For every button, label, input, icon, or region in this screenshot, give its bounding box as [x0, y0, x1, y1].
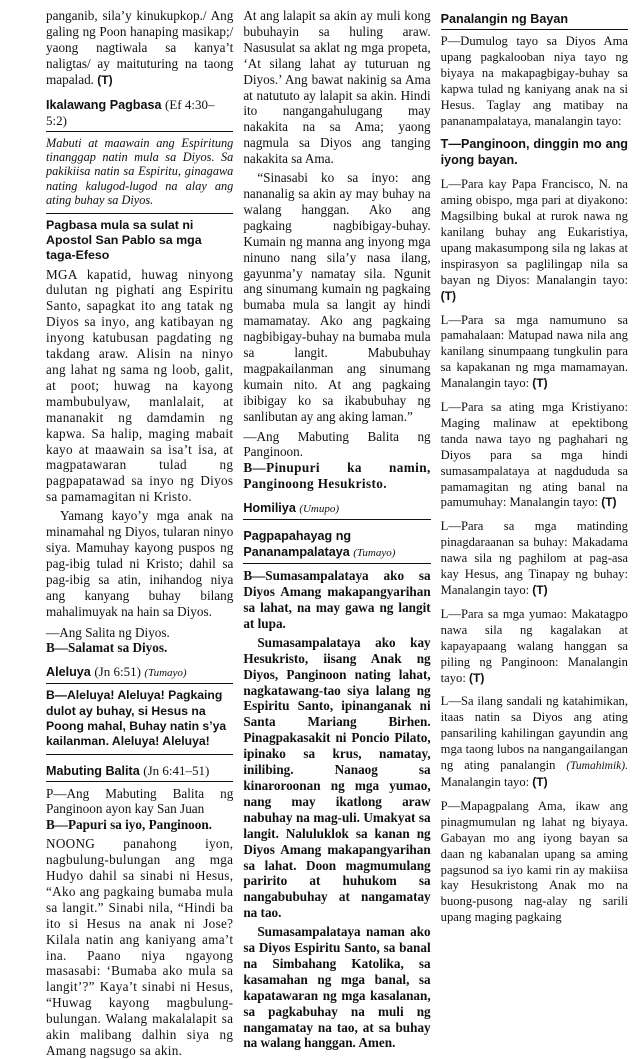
letter-heading: Pagbasa mula sa sulat ni Apostol San Pablo sa mga taga-Efeso — [46, 217, 202, 262]
prayer-response: T—Panginoon, dinggin mo ang iyong bayan. — [440, 137, 628, 168]
gospel-response: B—Papuri sa iyo, Panginoon. — [46, 817, 212, 833]
reading-theme: Mabuti at maawain ang Espiritung tinanggap natin mula sa Diyos. Sa pakikiisa natin sa Espiritu, ginagawa nating kalugod-lugod na alay ang ating buhay sa Diyos. — [46, 135, 234, 208]
alleluia-heading: Aleluya (Jn 6:51) (Tumayo) — [46, 661, 233, 684]
creed-heading: Pagpapahayag ng Pananampalataya (Tumayo) — [243, 525, 430, 564]
gospel-text: NOONG panahong iyon, nagbulung-bulungan ang mga Hudyo dahil sa sinabi ni Hesus, “Ako ang pagkaing bumaba mula sa langit.” Sinabi nila, “Hindi ba ito si Hesus na anak ni Jose? Kilala natin ang kaniyang ama’t ina. Paano niya ngayong masasabi: ‘Bumaba ako mula sa langit’?” Kaya’t sinabi ni Hesus, “Huwag kayong magbulung-bulungan. Walang makalalapit sa akin malibang dalhin siya ng Amang nagsugo sa akin. — [46, 836, 234, 1058]
gospel-close: —Ang Mabuting Balita ng Panginoon. — [243, 428, 431, 460]
gospel-continued: At ang lalapit sa akin ay muli kong bubuhayin sa huling araw. Nasusulat sa aklat ng mga propeta, ‘At silang lahat ay tuturuan ng Diyos.’ Ang bawat nakinig sa Ama at natututo ay lalapit sa akin. Hindi ito nangangahulugang may nakakita na sa Ama; yaong nagmula sa Diyos ang tanging nakakita sa Ama. — [243, 8, 431, 167]
intention-4: L—Para sa mga matinding pinagdaraanan sa buhay: Makadama nawa sila ng paghilom at pag-asa kay Hesus, ang Tinapay ng buhay: Manalangin tayo: (T) — [440, 519, 628, 597]
second-reading-heading: Ikalawang Pagbasa (Ef 4:30–5:2) — [46, 94, 233, 132]
gospel-close-response: B—Pinupuri ka namin, Panginoong Hesukristo. — [243, 460, 431, 492]
word-of-god: —Ang Salita ng Diyos. — [46, 624, 170, 640]
creed-paragraph-1: B—Sumasampalataya ako sa Diyos Amang makapangyarihan sa lahat, na may gawa ng langit at lupa. — [243, 568, 431, 631]
divider — [46, 213, 233, 214]
intention-2: L—Para sa mga namumuno sa pamahalaan: Matupad nawa nila ang kanilang sinumpaang tungkulin para sa kapakanan ng mga mamamayan. Manalangin tayo: (T) — [440, 312, 628, 391]
intention-1: L—Para kay Papa Francisco, N. na aming obispo, mga pari at diyakono: Magsilbing bukal at rurok nawa ng kanilang buhay ang Eukaristiya, upang makasumpong sila ng lakas at inspirasyon sa paglilingap nila sa bayan ng Diyos: Manalangin tayo: (T) — [440, 177, 628, 303]
prayer-close: P—Mapagpalang Ama, ikaw ang pinagmumulan ng lahat ng biyaya. Gabayan mo ang iyong bayan sa daan ng kabanalan upang sa aming pagsunod sa iyo kami rin ay makiisa kay Hesukristong Anak mo na buong-pusong nag-alay ng sarili upang maging pagkaing — [440, 798, 628, 925]
intention-5: L—Para sa mga yumao: Makatagpo nawa sila ng kagalakan at kapayapaang walang hanggan sa piling ng Panginoon: Manalangin tayo: (T) — [440, 606, 628, 685]
response-tag: (T) — [97, 72, 113, 87]
reading-paragraph-1: MGA kapatid, huwag ninyong dulutan ng pighati ang Espiritu Santo, sapagkat ito ang tatak ng Diyos sa inyo, ang katibayan ng inyong katubusan pagdating ng takdang araw. Alisin na ninyo ang lahat ng sama ng loob, galit, at poot; huwag na kayong mambubulyaw, manlalait, at mananakit ng damdamin ng kapwa. Sa halip, maging mabait kayo at maawain sa isa’t isa, at magpatawaran tulad ng pagpapatawad sa inyo ng Diyos sa pamamagitan ni Kristo. — [46, 266, 234, 505]
intention-3: L—Para sa ating mga Kristiyano: Maging malinaw at epektibong tanda nawa tayo ng paghahari ng Diyos para sa mga hindi sumasampalataya at nagdududa sa pamamagitan ng ating banal na pamumuhay: Manalangin tayo: (T) — [440, 400, 628, 510]
psalm-continued: panganib, sila’y kinukupkop./ Ang galing ng Poon hanaping masikap;/ yaong nagtiwala sa kanya’t naligtas/ ay maituturing na taong mapalad. (T) — [46, 8, 234, 87]
alleluia-text: B—Aleluya! Aleluya! Pagkaing dulot ay buhay, si Hesus na Poong mahal, Buhay natin s’ya kailanman. Aleluya! Aleluya! — [46, 688, 233, 754]
gospel-intro: P—Ang Mabuting Balita ng Panginoon ayon kay San Juan — [46, 785, 234, 817]
intention-6: L—Sa ilang sandali ng katahimikan, itaas natin sa Diyos ang ating pansariling kahilingan gayundin ang mga taong lubos na nangangailangan ng ating panalangin (Tumahimik). Manalangin tayo: (T) — [440, 694, 628, 789]
reading-paragraph-2: Yamang kayo’y mga anak na minamahal ng Diyos, tularan ninyo siya. Mamuhay kayong puspos ng pag-ibig tulad ni Kristo; dahil sa pag-ibig sa atin, inihandog niya ang kanyang buhay bilang mahalimuyak na hain sa Diyos. — [46, 508, 234, 619]
gospel-continued-2: “Sinasabi ko sa inyo: ang nananalig sa akin ay may buhay na walang hanggan. Ako ang pagkaing nagbibigay-buhay. Kumain ng manna ang inyong mga ninuno nang sila’y nasa ilang, gayunma’y namatay sila. Ngunit ang sinumang kumain ng pagkaing bumaba mula sa langit ay hindi mamamatay. Ako ang pagkaing nagbibigay-buhay na bumaba mula sa langit. Mabubuhay magpakailanman ang sinumang kumain nito. At ang pagkaing ibibigay ko sa ikabubuhay ng sanlibutan ay ang aking laman.” — [243, 170, 431, 424]
column-1 — [46, 8, 234, 1058]
gospel-heading: Mabuting Balita (Jn 6:41–51) — [46, 760, 233, 782]
prayer-intro: P—Dumulog tayo sa Diyos Ama upang pagkalooban niya tayo ng biyaya na makapagbigay-buhay sa kapwa tulad ng kaniyang anak na si Hesus. Taglay ang matibay na pananampalataya, manalangin tayo: — [440, 34, 628, 128]
creed-paragraph-3: Sumasampalataya naman ako sa Diyos Espiritu Santo, sa banal na Simbahang Katolika, sa kasamahan ng mga banal, sa kapatawaran ng mga kasalanan, sa pagkabuhay na muli ng nangamatay na tao, at sa buhay na walang hanggan. Amen. — [243, 924, 431, 1051]
homily-heading: Homiliya (Umupo) — [243, 497, 430, 520]
word-response: B—Salamat sa Diyos. — [46, 640, 168, 656]
prayer-heading: Panalangin ng Bayan — [441, 8, 628, 30]
creed-paragraph-2: Sumasampalataya ako kay Hesukristo, iisang Anak ng Diyos, Panginoon nating lahat, nagkatawang-tao siya lalang ng Espiritu Santo, ipinanganak ni Santa Mariang Birhen. Pinagpakasakit ni Poncio Pilato, ipinako sa krus, namatay, inilibing. Nanaog sa kinaroroonan ng mga yumao, nang may ikatlong araw nabuhay na mag-uli. Umakyat sa langit. Naluluklok sa kanan ng Diyos Amang makapangyarihan sa lahat. Doon magmumulang paririto at huhukom sa nangabubuhay at nangamatay na tao. — [243, 634, 431, 921]
column-3 — [441, 8, 628, 1019]
column-2 — [243, 8, 431, 1051]
